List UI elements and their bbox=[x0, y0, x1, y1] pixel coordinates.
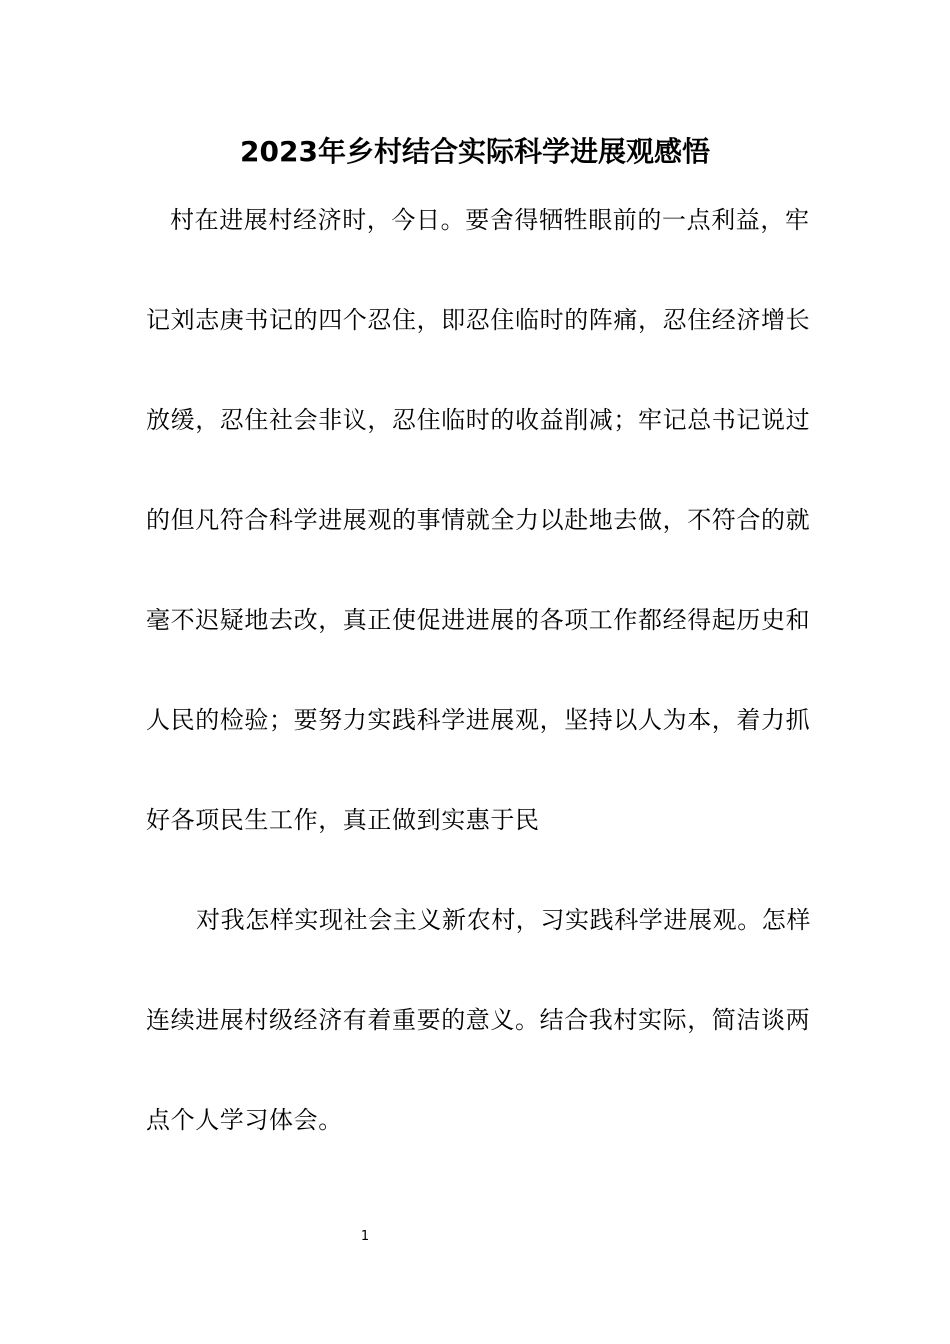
paragraph-line: 对我怎样实现社会主义新农村，习实践科学进展观。怎样 bbox=[196, 906, 811, 934]
paragraph-line: 连续进展村级经济有着重要的意义。结合我村实际，简洁谈两 bbox=[146, 1006, 811, 1034]
paragraph-line: 好各项民生工作，真正做到实惠于民 bbox=[146, 806, 540, 834]
paragraph-line: 记刘志庚书记的四个忍住，即忍住临时的阵痛，忍住经济增长 bbox=[146, 306, 811, 334]
page-number: 1 bbox=[360, 1229, 370, 1244]
paragraph-line: 人民的检验；要努力实践科学进展观，坚持以人为本，着力抓 bbox=[146, 706, 811, 734]
document-title: 2023年乡村结合实际科学进展观感悟 bbox=[240, 135, 710, 168]
paragraph-line: 点个人学习体会。 bbox=[146, 1106, 343, 1134]
paragraph-line: 放缓，忍住社会非议，忍住临时的收益削减；牢记总书记说过 bbox=[146, 406, 811, 434]
paragraph-line: 的但凡符合科学进展观的事情就全力以赴地去做，不符合的就 bbox=[146, 506, 811, 534]
paragraph-line: 村在进展村经济时，今日。要舍得牺牲眼前的一点利益，牢 bbox=[170, 206, 810, 234]
paragraph-line: 毫不迟疑地去改，真正使促进进展的各项工作都经得起历史和 bbox=[146, 606, 811, 634]
